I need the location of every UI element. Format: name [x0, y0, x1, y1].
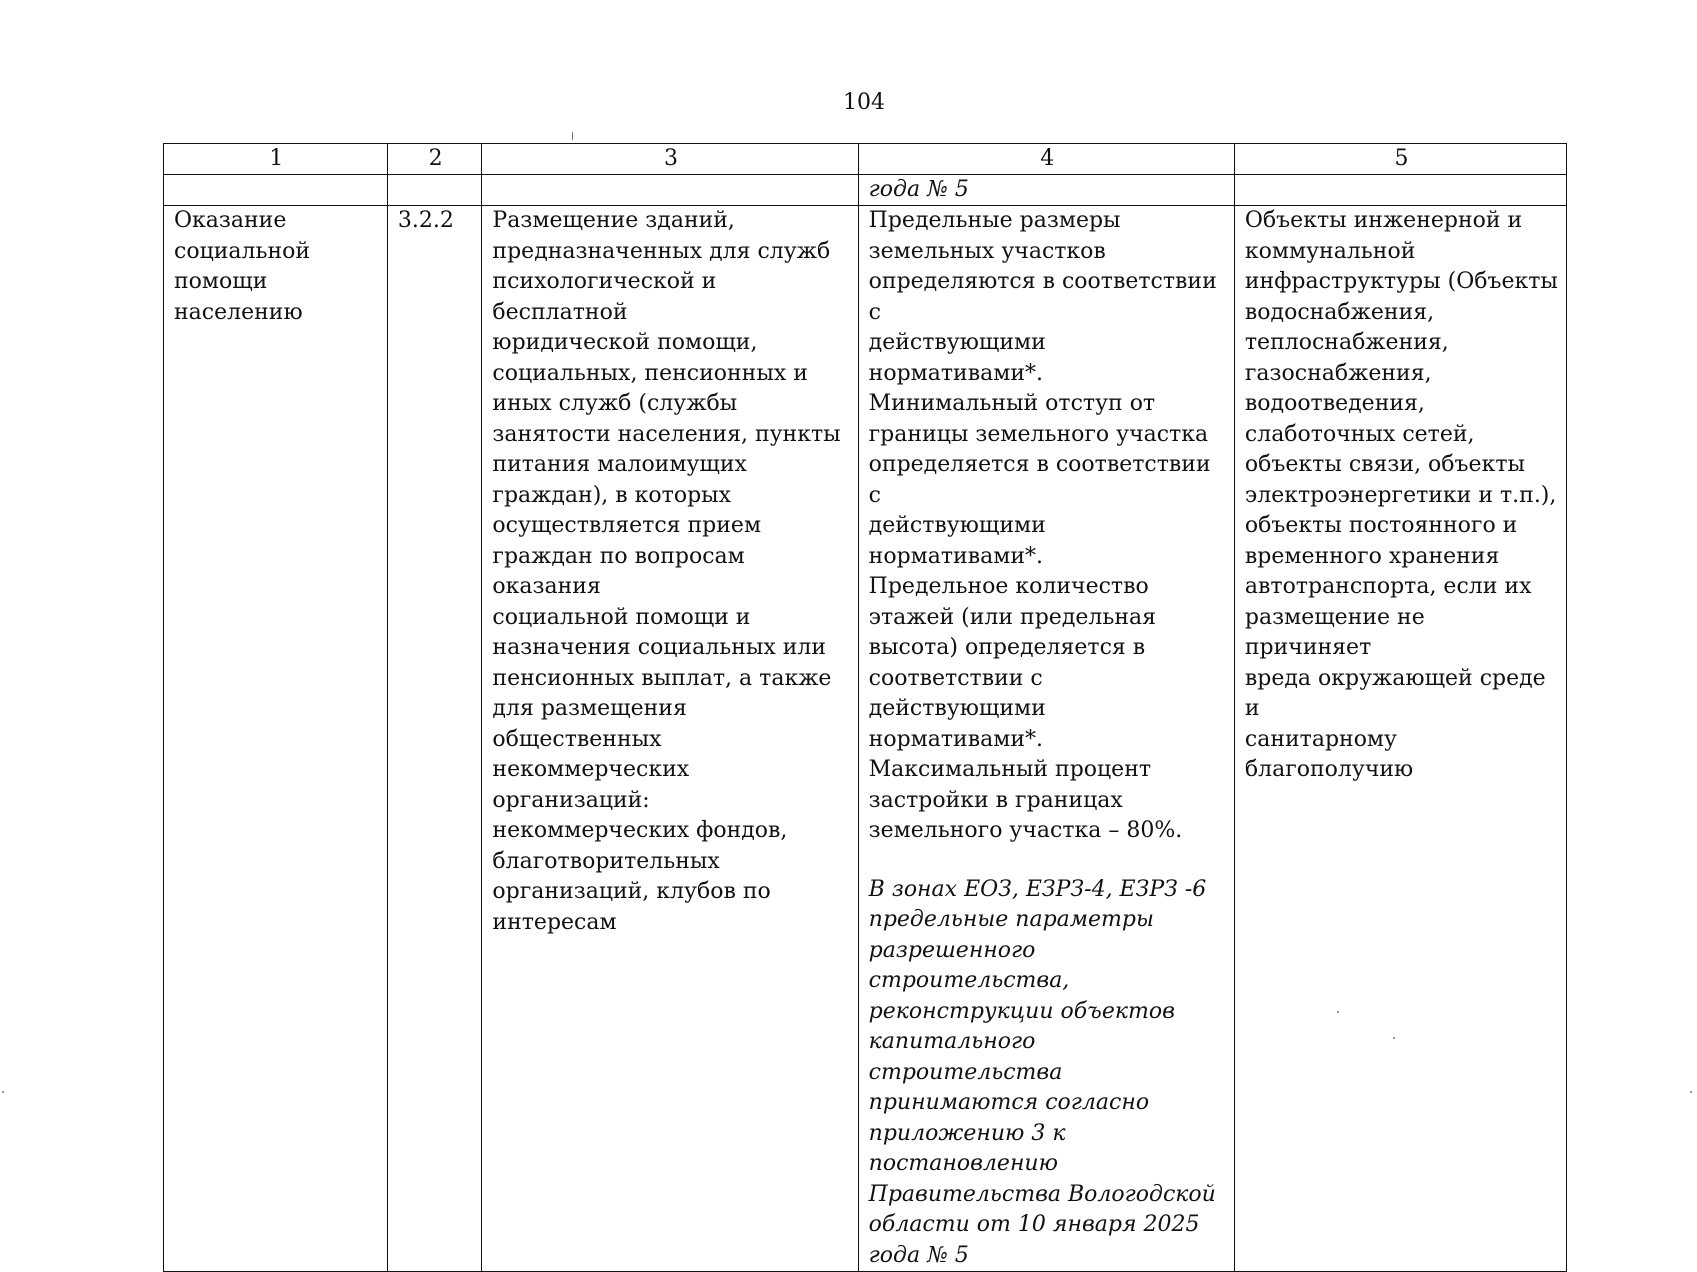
auxiliary-uses-line: благополучию — [1244, 757, 1414, 782]
scan-speck — [1393, 1037, 1395, 1039]
page-number: 104 — [843, 90, 885, 115]
zone-note-line: постановлению — [868, 1151, 1058, 1176]
header-cell-5: 5 — [1234, 144, 1566, 175]
land-use-name-line: Оказание — [174, 208, 287, 233]
auxiliary-uses-line: объекты связи, объекты — [1244, 452, 1525, 477]
auxiliary-uses-line: газоснабжения, — [1244, 360, 1432, 386]
scan-speck — [572, 132, 573, 140]
description-line: граждан), в которых — [492, 482, 732, 508]
description-line: интересам — [492, 909, 617, 935]
description-line: некоммерческих фондов, — [492, 818, 788, 843]
parameters-line: земельных участков — [868, 238, 1106, 264]
description-line: пенсионных выплат, а также — [492, 665, 832, 691]
description-line: социальной помощи и — [492, 604, 751, 630]
land-use-name-cell — [164, 206, 388, 1272]
zone-note-line: реконструкции объектов — [868, 998, 1175, 1024]
auxiliary-uses-line: автотранспорта, если их — [1244, 574, 1532, 599]
parameters-line: действующими нормативами*. — [868, 513, 1046, 569]
parameters-line: застройки в границах — [868, 787, 1123, 813]
regulations-table — [163, 143, 1567, 1272]
auxiliary-uses-line: инфраструктуры (Объекты — [1244, 269, 1558, 294]
zone-note-line: принимаются согласно — [868, 1090, 1150, 1115]
auxiliary-uses-line: Объекты инженерной и — [1244, 208, 1523, 233]
continuation-cell-5 — [1234, 175, 1566, 206]
continuation-cell-1 — [164, 175, 388, 206]
description-line: назначения социальных или — [492, 635, 827, 660]
continuation-cell-3 — [482, 175, 858, 206]
continuation-cell-2 — [387, 175, 482, 206]
scan-speck — [2, 1091, 4, 1093]
parameters-line: нормативами*. — [868, 726, 1043, 752]
parameters-line: действующими нормативами*. — [868, 330, 1046, 386]
parameters-line: определяется в соответствии с — [868, 452, 1211, 508]
zone-note-line: предельные параметры — [868, 907, 1154, 932]
description-line: питания малоимущих — [492, 452, 747, 477]
parameters-line: земельного участка – 80%. — [868, 818, 1183, 843]
description-line: юридической помощи, — [492, 330, 758, 355]
auxiliary-uses-line: водоснабжения, — [1244, 299, 1435, 325]
land-use-name-line: социальной — [174, 238, 311, 264]
auxiliary-uses-cell — [1234, 206, 1566, 1272]
parameters-line: Минимальный отступ от — [868, 391, 1156, 416]
continuation-row — [164, 175, 1567, 206]
header-cell-4: 4 — [858, 144, 1234, 175]
scan-speck — [1337, 1011, 1339, 1013]
parameters-cell — [858, 206, 1234, 1272]
parameters-line: высота) определяется в — [868, 635, 1146, 660]
description-line: занятости населения, пункты — [492, 421, 841, 447]
description-cell — [482, 206, 858, 1272]
parameters-line: этажей (или предельная — [868, 604, 1156, 630]
header-cell-3: 3 — [482, 144, 858, 175]
description-line: психологической и бесплатной — [492, 269, 717, 325]
zone-note-line: В зонах ЕОЗ, ЕЗРЗ-4, ЕЗРЗ -6 — [868, 876, 1207, 902]
paragraph-gap — [869, 847, 1226, 875]
auxiliary-uses-line: слаботочных сетей, — [1244, 421, 1475, 447]
zone-note-line: года № 5 — [868, 1242, 969, 1268]
zone-note-line: приложению 3 к — [868, 1120, 1066, 1146]
description-line: некоммерческих организаций: — [492, 757, 690, 813]
scan-speck — [1690, 1091, 1692, 1093]
description-line: социальных, пенсионных и — [492, 360, 808, 386]
header-cell-1: 1 — [164, 144, 388, 175]
auxiliary-uses-line: санитарному — [1244, 726, 1397, 752]
description-line: благотворительных — [492, 848, 720, 874]
description-line: граждан по вопросам оказания — [492, 543, 745, 599]
table-row — [164, 206, 1567, 1272]
header-row — [164, 144, 1567, 175]
continuation-cell-4: года № 5 — [858, 175, 1234, 206]
auxiliary-uses-line: вреда окружающей среде и — [1244, 665, 1546, 721]
land-use-name-line: помощи — [174, 269, 268, 294]
land-use-name-line: населению — [174, 299, 303, 325]
parameters-line: Максимальный процент — [868, 757, 1152, 782]
auxiliary-uses-line: временного хранения — [1244, 543, 1500, 569]
zone-note-line: разрешенного строительства, — [868, 937, 1070, 993]
description-line: организаций, клубов по — [492, 879, 771, 904]
zone-note-line: капитального строительства — [868, 1029, 1063, 1085]
parameters-line: Предельные размеры — [868, 208, 1121, 233]
land-use-code-cell: 3.2.2 — [387, 206, 482, 1272]
description-line: иных служб (службы — [492, 391, 738, 416]
auxiliary-uses-line: объекты постоянного и — [1244, 513, 1518, 538]
auxiliary-uses-line: размещение не причиняет — [1244, 604, 1425, 660]
auxiliary-uses-line: коммунальной — [1244, 238, 1416, 264]
description-line: для размещения общественных — [492, 696, 687, 752]
zone-note-line: области от 10 января 2025 — [868, 1212, 1200, 1237]
header-cell-2: 2 — [387, 144, 482, 175]
auxiliary-uses-line: электроэнергетики и т.п.), — [1244, 482, 1557, 508]
auxiliary-uses-line: водоотведения, — [1244, 391, 1425, 416]
description-line: Размещение зданий, — [492, 208, 735, 233]
parameters-line: границы земельного участка — [868, 421, 1209, 447]
parameters-line: определяются в соответствии с — [868, 269, 1217, 325]
description-line: предназначенных для служб — [492, 238, 831, 264]
parameters-line: соответствии с действующими — [868, 665, 1046, 721]
auxiliary-uses-line: теплоснабжения, — [1244, 330, 1449, 355]
parameters-line: Предельное количество — [868, 574, 1149, 599]
description-line: осуществляется прием — [492, 513, 762, 538]
zone-note-line: Правительства Вологодской — [868, 1181, 1216, 1207]
